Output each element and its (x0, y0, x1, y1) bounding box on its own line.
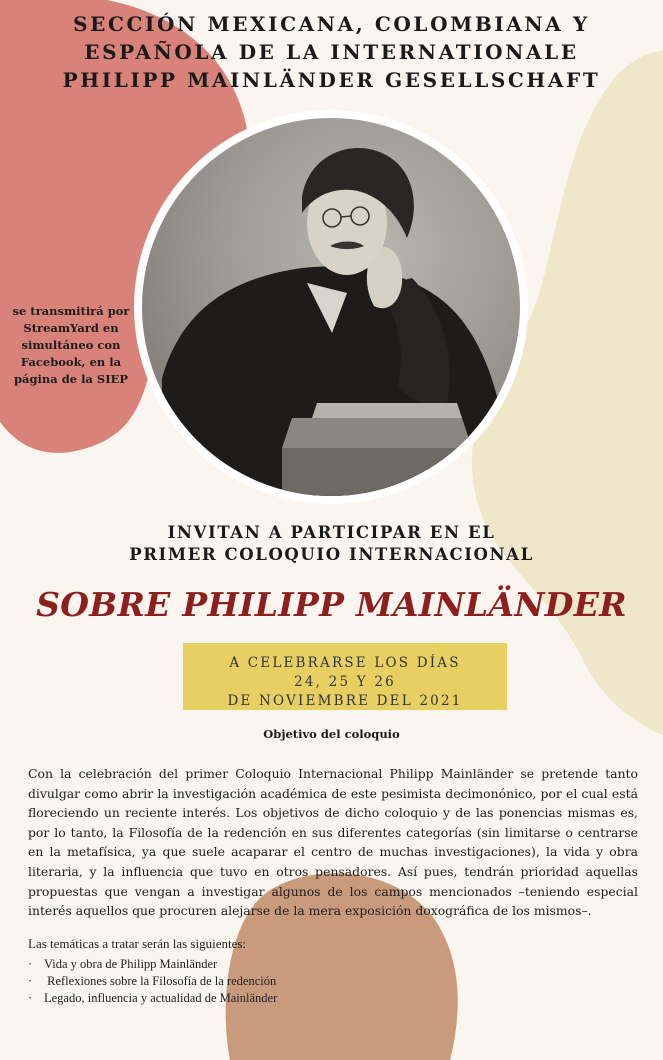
stream-note-line: simultáneo con (21, 338, 121, 352)
date-banner (183, 643, 507, 710)
stream-note-line: StreamYard en (23, 321, 119, 335)
invitation-line: INVITAN A PARTICIPAR EN EL (167, 523, 496, 542)
topics-list (28, 956, 638, 1007)
organization-title (0, 10, 663, 94)
organization-title-line: ESPAÑOLA DE LA INTERNATIONALE (84, 40, 579, 64)
objective-paragraph: Con la celebración del primer Coloquio Internacional Philipp Mainländer se pretende tanto divulgar como abrir la investigación académica de este pesimista decimonónico, por el cual está floreciendo un reciente interés. Los objetivos de dicho coloquio y de las ponencias mismas es, por lo tanto, la Filosofía de la redención en sus diferentes categorías (sin limitarse o centrarse en la metafísica, ya que suele acaparar el centro de muchas investigaciones), la vida y obra literaria, y la influencia que tuvo en otros pensadores. Así pues, tendrán prioridad aquellas propuestas que vengan a investigar algunos de los campos mencionados –teniendo especial interés aquellos que procuren alejarse de la mera exposición doxográfica de los mismos–. (28, 766, 638, 919)
organization-title-line: SECCIÓN MEXICANA, COLOMBIANA Y (73, 12, 590, 36)
date-line: DE NOVIEMBRE DEL 2021 (227, 693, 463, 709)
date-line: A CELEBRARSE LOS DÍAS (229, 655, 461, 671)
list-item (28, 973, 638, 990)
list-item (28, 990, 638, 1007)
bullet-icon: · (28, 957, 33, 971)
objective-heading: Objetivo del coloquio (263, 727, 400, 741)
stream-note-line: página de la SIEP (13, 372, 128, 386)
invitation-line: PRIMER COLOQUIO INTERNACIONAL (129, 545, 534, 564)
event-title: SOBRE PHILIPP MAINLÄNDER (36, 585, 627, 624)
invitation-heading (0, 522, 663, 566)
stream-note (0, 303, 142, 388)
portrait-photo (142, 118, 520, 496)
stream-note-line: Facebook, en la (20, 355, 122, 369)
date-line: 24, 25 Y 26 (294, 674, 396, 690)
bullet-icon: · (28, 974, 33, 988)
list-item (28, 956, 638, 973)
topic-label: Reflexiones sobre la Filosofía de la redención (44, 974, 277, 988)
topic-label: Vida y obra de Philipp Mainländer (44, 957, 218, 971)
portrait-illustration (142, 118, 520, 496)
bullet-icon: · (28, 991, 33, 1005)
topics-intro: Las temáticas a tratar serán las siguientes: (28, 936, 247, 951)
stream-note-line: se transmitirá por (12, 304, 130, 318)
topic-label: Legado, influencia y actualidad de Mainländer (44, 991, 278, 1005)
organization-title-line: PHILIPP MAINLÄNDER GESELLSCHAFT (62, 68, 601, 92)
